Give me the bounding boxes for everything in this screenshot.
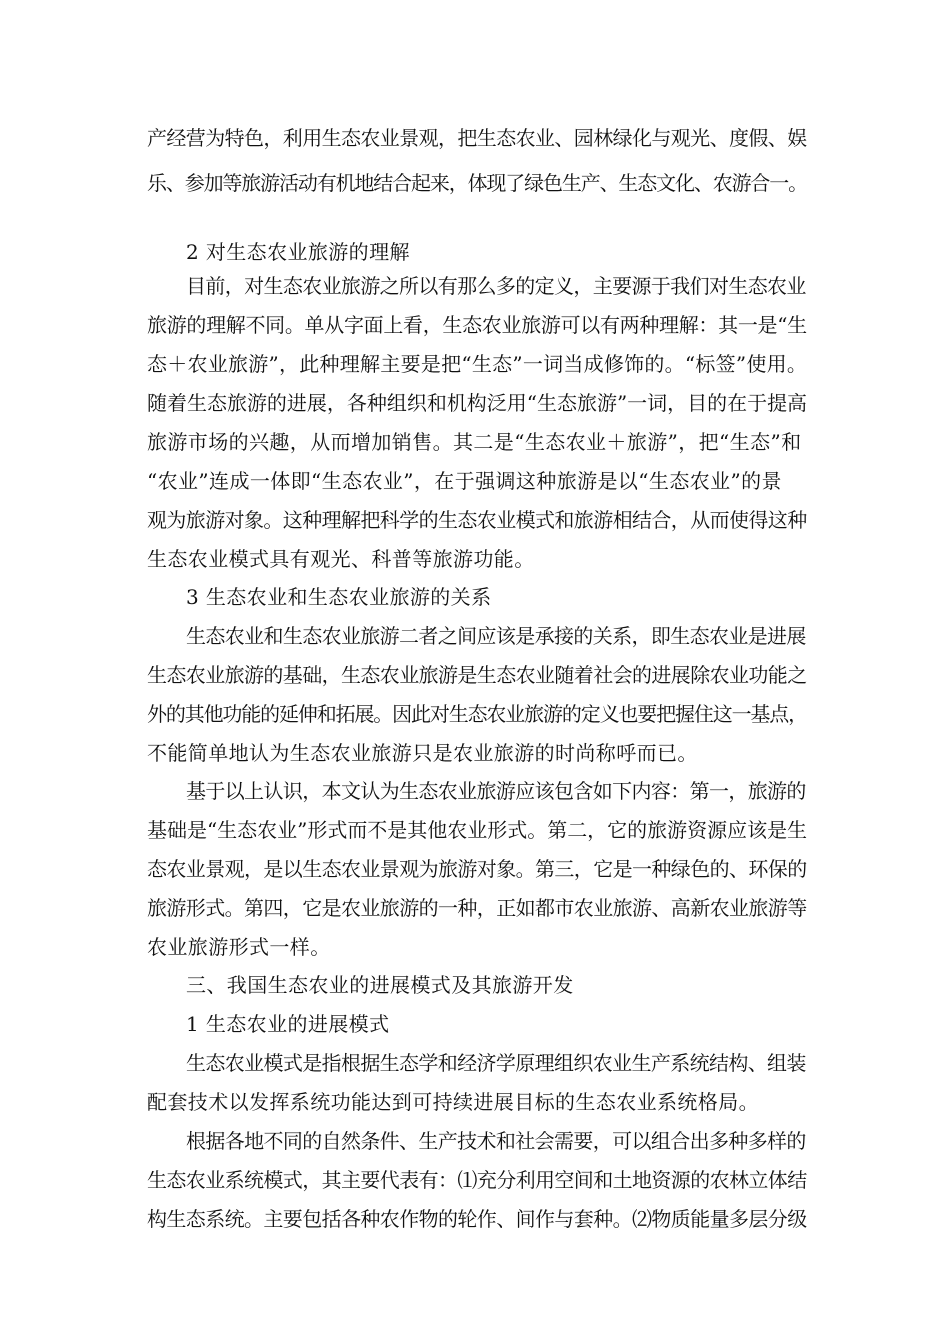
paragraph-line: 不能简单地认为生态农业旅游只是农业旅游的时尚称呼而已。 [147, 741, 698, 765]
paragraph-line: 生态农业模式是指根据生态学和经济学原理组织农业生产系统结构、组装 [186, 1051, 806, 1075]
paragraph-line: 随着生态旅游的进展，各种组织和机构泛用“生态旅游”一词，目的在于提高 [147, 391, 808, 415]
paragraph-line: 乐、参加等旅游活动有机地结合起来，体现了绿色生产、生态文化、农游合一。 [147, 171, 807, 195]
paragraph-line: 旅游形式。第四，它是农业旅游的一种，正如都市农业旅游、高新农业旅游等 [147, 896, 807, 920]
paragraph-line: 基础是“生态农业”形式而不是其他农业形式。第二，它的旅游资源应该是生 [147, 818, 808, 842]
paragraph-line: 根据各地不同的自然条件、生产技术和社会需要，可以组合出多种多样的 [186, 1129, 806, 1153]
paragraph-line: 构生态系统。主要包括各种农作物的轮作、间作与套种。⑵物质能量多层分级 [147, 1207, 807, 1231]
paragraph-line: 农业旅游形式一样。 [147, 935, 331, 959]
section-heading: 1 生态农业的进展模式 [186, 1012, 390, 1036]
section-heading: 3 生态农业和生态农业旅游的关系 [186, 585, 492, 609]
section-heading: 2 对生态农业旅游的理解 [186, 240, 410, 264]
chapter-heading: 三、我国生态农业的进展模式及其旅游开发 [186, 973, 574, 997]
paragraph-line: 态＋农业旅游”，此种理解主要是把“生态”一词当成修饰的。“标签”使用。 [147, 352, 808, 376]
paragraph-line: 生态农业模式具有观光、科普等旅游功能。 [147, 547, 535, 571]
paragraph-line: 生态农业旅游的基础，生态农业旅游是生态农业随着社会的进展除农业功能之 [147, 663, 807, 687]
paragraph-line: 生态农业系统模式，其主要代表有：⑴充分利用空间和土地资源的农林立体结 [147, 1168, 807, 1192]
paragraph-line: 基于以上认识，本文认为生态农业旅游应该包含如下内容：第一，旅游的 [186, 779, 806, 803]
paragraph-line: 旅游的理解不同。单从字面上看，生态农业旅游可以有两种理解：其一是“生 [147, 313, 807, 337]
paragraph-line: 旅游市场的兴趣，从而增加销售。其二是“生态农业＋旅游”，把“生态”和 [147, 430, 802, 454]
paragraph-line: “农业”连成一体即“生态农业”，在于强调这种旅游是以“生态农业”的景 [147, 469, 782, 493]
paragraph-line: 态农业景观，是以生态农业景观为旅游对象。第三，它是一种绿色的、环保的 [147, 857, 807, 881]
paragraph-line: 生态农业和生态农业旅游二者之间应该是承接的关系，即生态农业是进展 [186, 624, 806, 648]
paragraph-line: 观为旅游对象。这种理解把科学的生态农业模式和旅游相结合，从而使得这种 [147, 508, 807, 532]
paragraph-line: 配套技术以发挥系统功能达到可持续进展目标的生态农业系统格局。 [147, 1090, 759, 1114]
paragraph-line: 外的其他功能的延伸和拓展。因此对生态农业旅游的定义也要把握住这一基点， [147, 702, 807, 726]
paragraph-line: 目前，对生态农业旅游之所以有那么多的定义，主要源于我们对生态农业 [186, 274, 806, 298]
paragraph-line: 产经营为特色，利用生态农业景观，把生态农业、园林绿化与观光、度假、娱 [147, 126, 807, 150]
